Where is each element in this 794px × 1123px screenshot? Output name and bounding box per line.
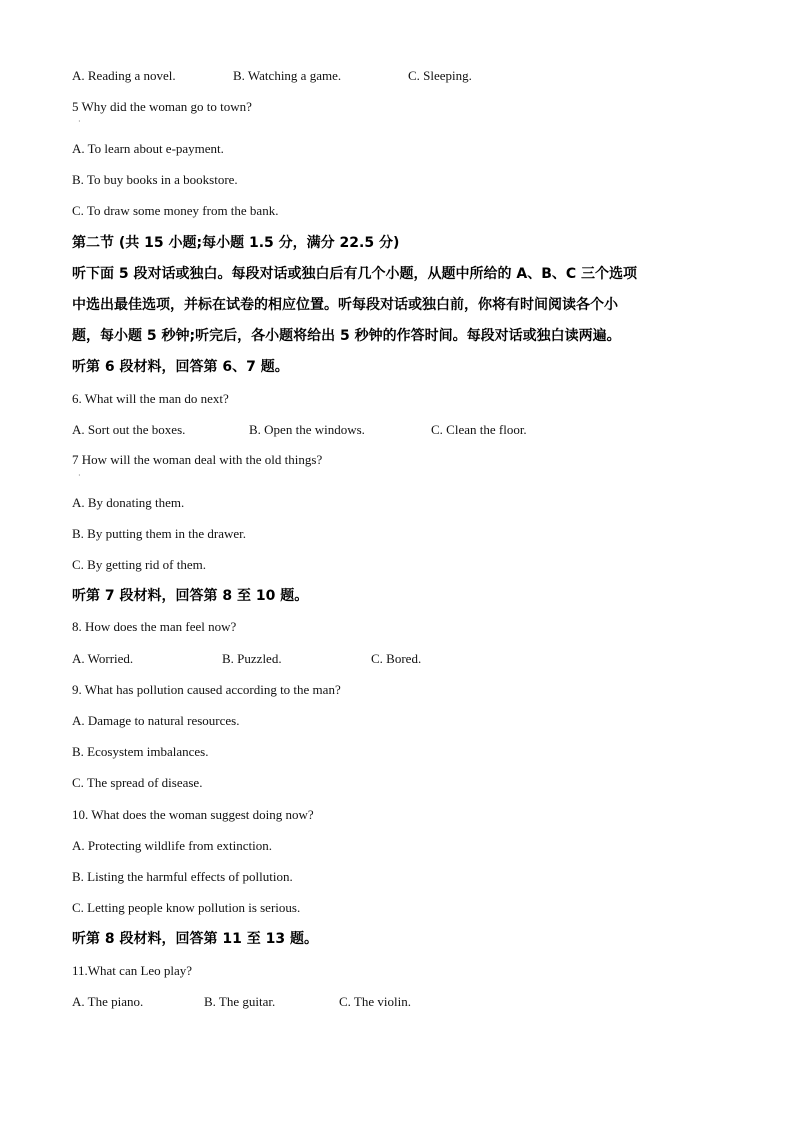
- section2-heading: 第二节 (共 15 小题;每小题 1.5 分，满分 22.5 分): [72, 235, 400, 251]
- q6-question: 6. What will the man do next?: [72, 391, 229, 406]
- section2-instruction-line2: 中选出最佳选项，并标在试卷的相应位置。听每段对话或独白前，你将有时间阅读各个小: [72, 297, 618, 313]
- q5-option-c: C. To draw some money from the bank.: [72, 203, 279, 218]
- marker-dot: ·: [78, 471, 81, 480]
- section2-instruction-line1: 听下面 5 段对话或独白。每段对话或独白后有几个小题，从题中所给的 A、B、C 三个选项: [72, 266, 638, 282]
- q4-option-b: B. Watching a game.: [233, 68, 342, 83]
- q5-option-b: B. To buy books in a bookstore.: [72, 172, 238, 187]
- q6-option-b: B. Open the windows.: [249, 422, 365, 437]
- q7-option-b: B. By putting them in the drawer.: [72, 526, 247, 541]
- q6-option-c: C. Clean the floor.: [431, 422, 527, 437]
- section2-instruction-line3: 题，每小题 5 秒钟;听完后，各小题将给出 5 秒钟的作答时间。每段对话或独白读两遍。: [72, 328, 621, 344]
- q5-option-a: A. To learn about e-payment.: [72, 141, 224, 156]
- q7-question: 7 How will the woman deal with the old things?: [72, 452, 323, 467]
- q7-option-a: A. By donating them.: [72, 495, 185, 510]
- q10-option-a: A. Protecting wildlife from extinction.: [72, 838, 273, 853]
- q7-option-c: C. By getting rid of them.: [72, 557, 206, 572]
- passage8-heading: 听第 8 段材料，回答第 11 至 13 题。: [72, 931, 318, 947]
- q9-option-c: C. The spread of disease.: [72, 775, 203, 790]
- q4-option-c: C. Sleeping.: [408, 68, 472, 83]
- passage7-heading: 听第 7 段材料，回答第 8 至 10 题。: [72, 588, 309, 604]
- passage6-heading: 听第 6 段材料，回答第 6、7 题。: [72, 359, 289, 375]
- q11-option-c: C. The violin.: [339, 994, 411, 1009]
- q11-option-a: A. The piano.: [72, 994, 144, 1009]
- q10-question: 10. What does the woman suggest doing now?: [72, 807, 314, 822]
- marker-dot: ·: [78, 117, 81, 126]
- q9-option-a: A. Damage to natural resources.: [72, 713, 240, 728]
- q10-option-b: B. Listing the harmful effects of pollution.: [72, 869, 293, 884]
- q8-option-c: C. Bored.: [371, 651, 422, 666]
- q8-option-b: B. Puzzled.: [222, 651, 282, 666]
- q10-option-c: C. Letting people know pollution is serious.: [72, 900, 301, 915]
- q9-option-b: B. Ecosystem imbalances.: [72, 744, 209, 759]
- q8-option-a: A. Worried.: [72, 651, 134, 666]
- q11-question: 11.What can Leo play?: [72, 963, 193, 978]
- q4-option-a: A. Reading a novel.: [72, 68, 176, 83]
- q11-option-b: B. The guitar.: [204, 994, 276, 1009]
- q9-question: 9. What has pollution caused according to the man?: [72, 682, 341, 697]
- q5-question: 5 Why did the woman go to town?: [72, 99, 252, 114]
- q6-option-a: A. Sort out the boxes.: [72, 422, 186, 437]
- q8-question: 8. How does the man feel now?: [72, 619, 237, 634]
